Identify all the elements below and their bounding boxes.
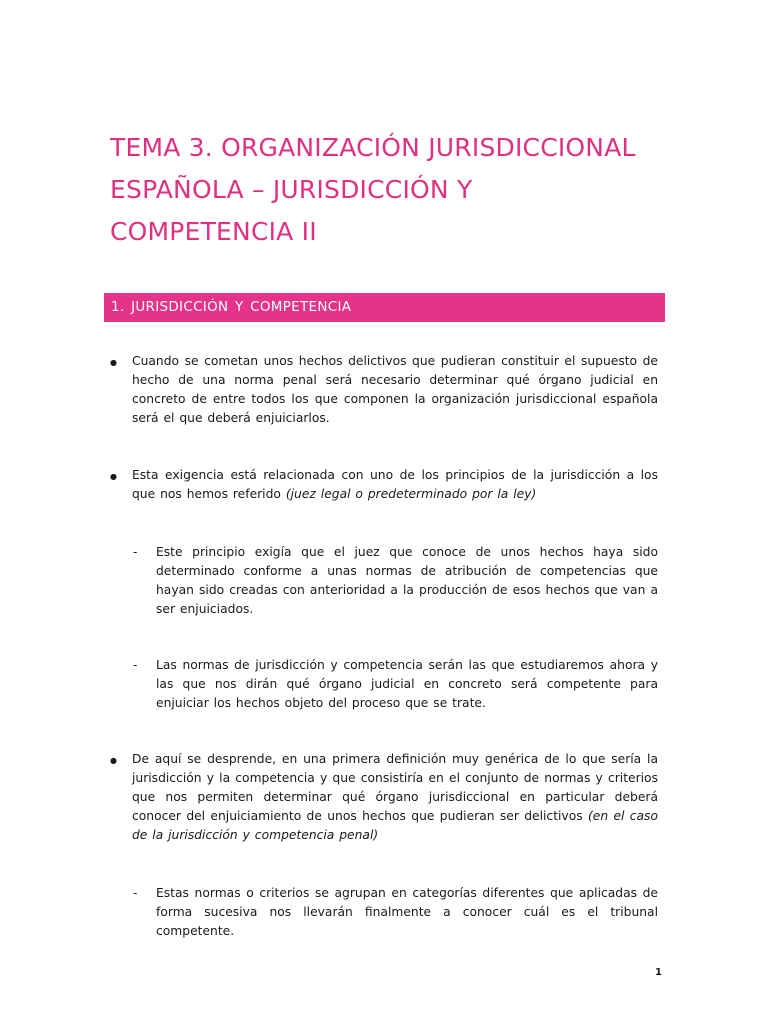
list-item-italic-note: (juez legal o predeterminado por la ley): [285, 487, 537, 501]
page-number: 1: [655, 967, 662, 978]
title-line-1: TEMA 3. ORGANIZACIÓN JURISDICCIONAL: [110, 133, 636, 162]
title-line-2: ESPAÑOLA – JURISDICCIÓN Y: [110, 175, 473, 204]
list-item: [156, 656, 658, 713]
bullet-marker: ●: [110, 472, 117, 481]
list-item-text: Las normas de jurisdicción y competencia serán las que estudiaremos ahora y las que nos dirán qué órgano judicial en concreto será competente para enjuiciar los hechos objeto del proceso que se trate.: [156, 658, 658, 710]
list-item-text: Este principio exigía que el juez que conoce de unos hechos haya sido determinado conforme a unas normas de atribución de competencias que hayan sido creadas con anterioridad a la producción de esos hechos que van a ser enjuiciados.: [156, 545, 658, 616]
dash-marker: -: [133, 545, 138, 559]
list-item-text: Esta exigencia está relacionada con uno de los principios de la jurisdicción a los que nos hemos referido: [132, 468, 658, 501]
title-line-3: COMPETENCIA II: [110, 217, 317, 246]
list-item: [156, 884, 658, 941]
dash-marker: -: [133, 886, 138, 900]
bullet-marker: ●: [110, 358, 117, 367]
section-heading: 1. JURISDICCIÓN Y COMPETENCIA: [104, 293, 665, 322]
list-item: [132, 750, 658, 845]
page-title: [110, 127, 690, 253]
list-item: [132, 466, 658, 504]
list-item-text: Cuando se cometan unos hechos delictivos que pudieran constituir el supuesto de hecho de una norma penal será necesario determinar qué órgano judicial en concreto de entre todos los que componen la organización jurisdiccional española será el que deberá enjuiciarlos.: [132, 354, 658, 425]
dash-marker: -: [133, 658, 138, 672]
list-item: [132, 352, 658, 428]
list-item-text: Estas normas o criterios se agrupan en categorías diferentes que aplicadas de forma sucesiva nos llevarán finalmente a conocer cuál es el tribunal competente.: [156, 886, 658, 938]
bullet-marker: ●: [110, 756, 117, 765]
list-item-text: De aquí se desprende, en una primera definición muy genérica de lo que sería la jurisdicción y la competencia y que consistiría en el conjunto de normas y criterios que nos permiten determinar qué órgano jurisdiccional en particular deberá conocer del enjuiciamiento de unos hechos que pudieran ser delictivos: [132, 752, 658, 823]
list-item: [156, 543, 658, 619]
list-item-italic-note: (en el caso de la jurisdicción y competencia penal): [132, 809, 658, 842]
